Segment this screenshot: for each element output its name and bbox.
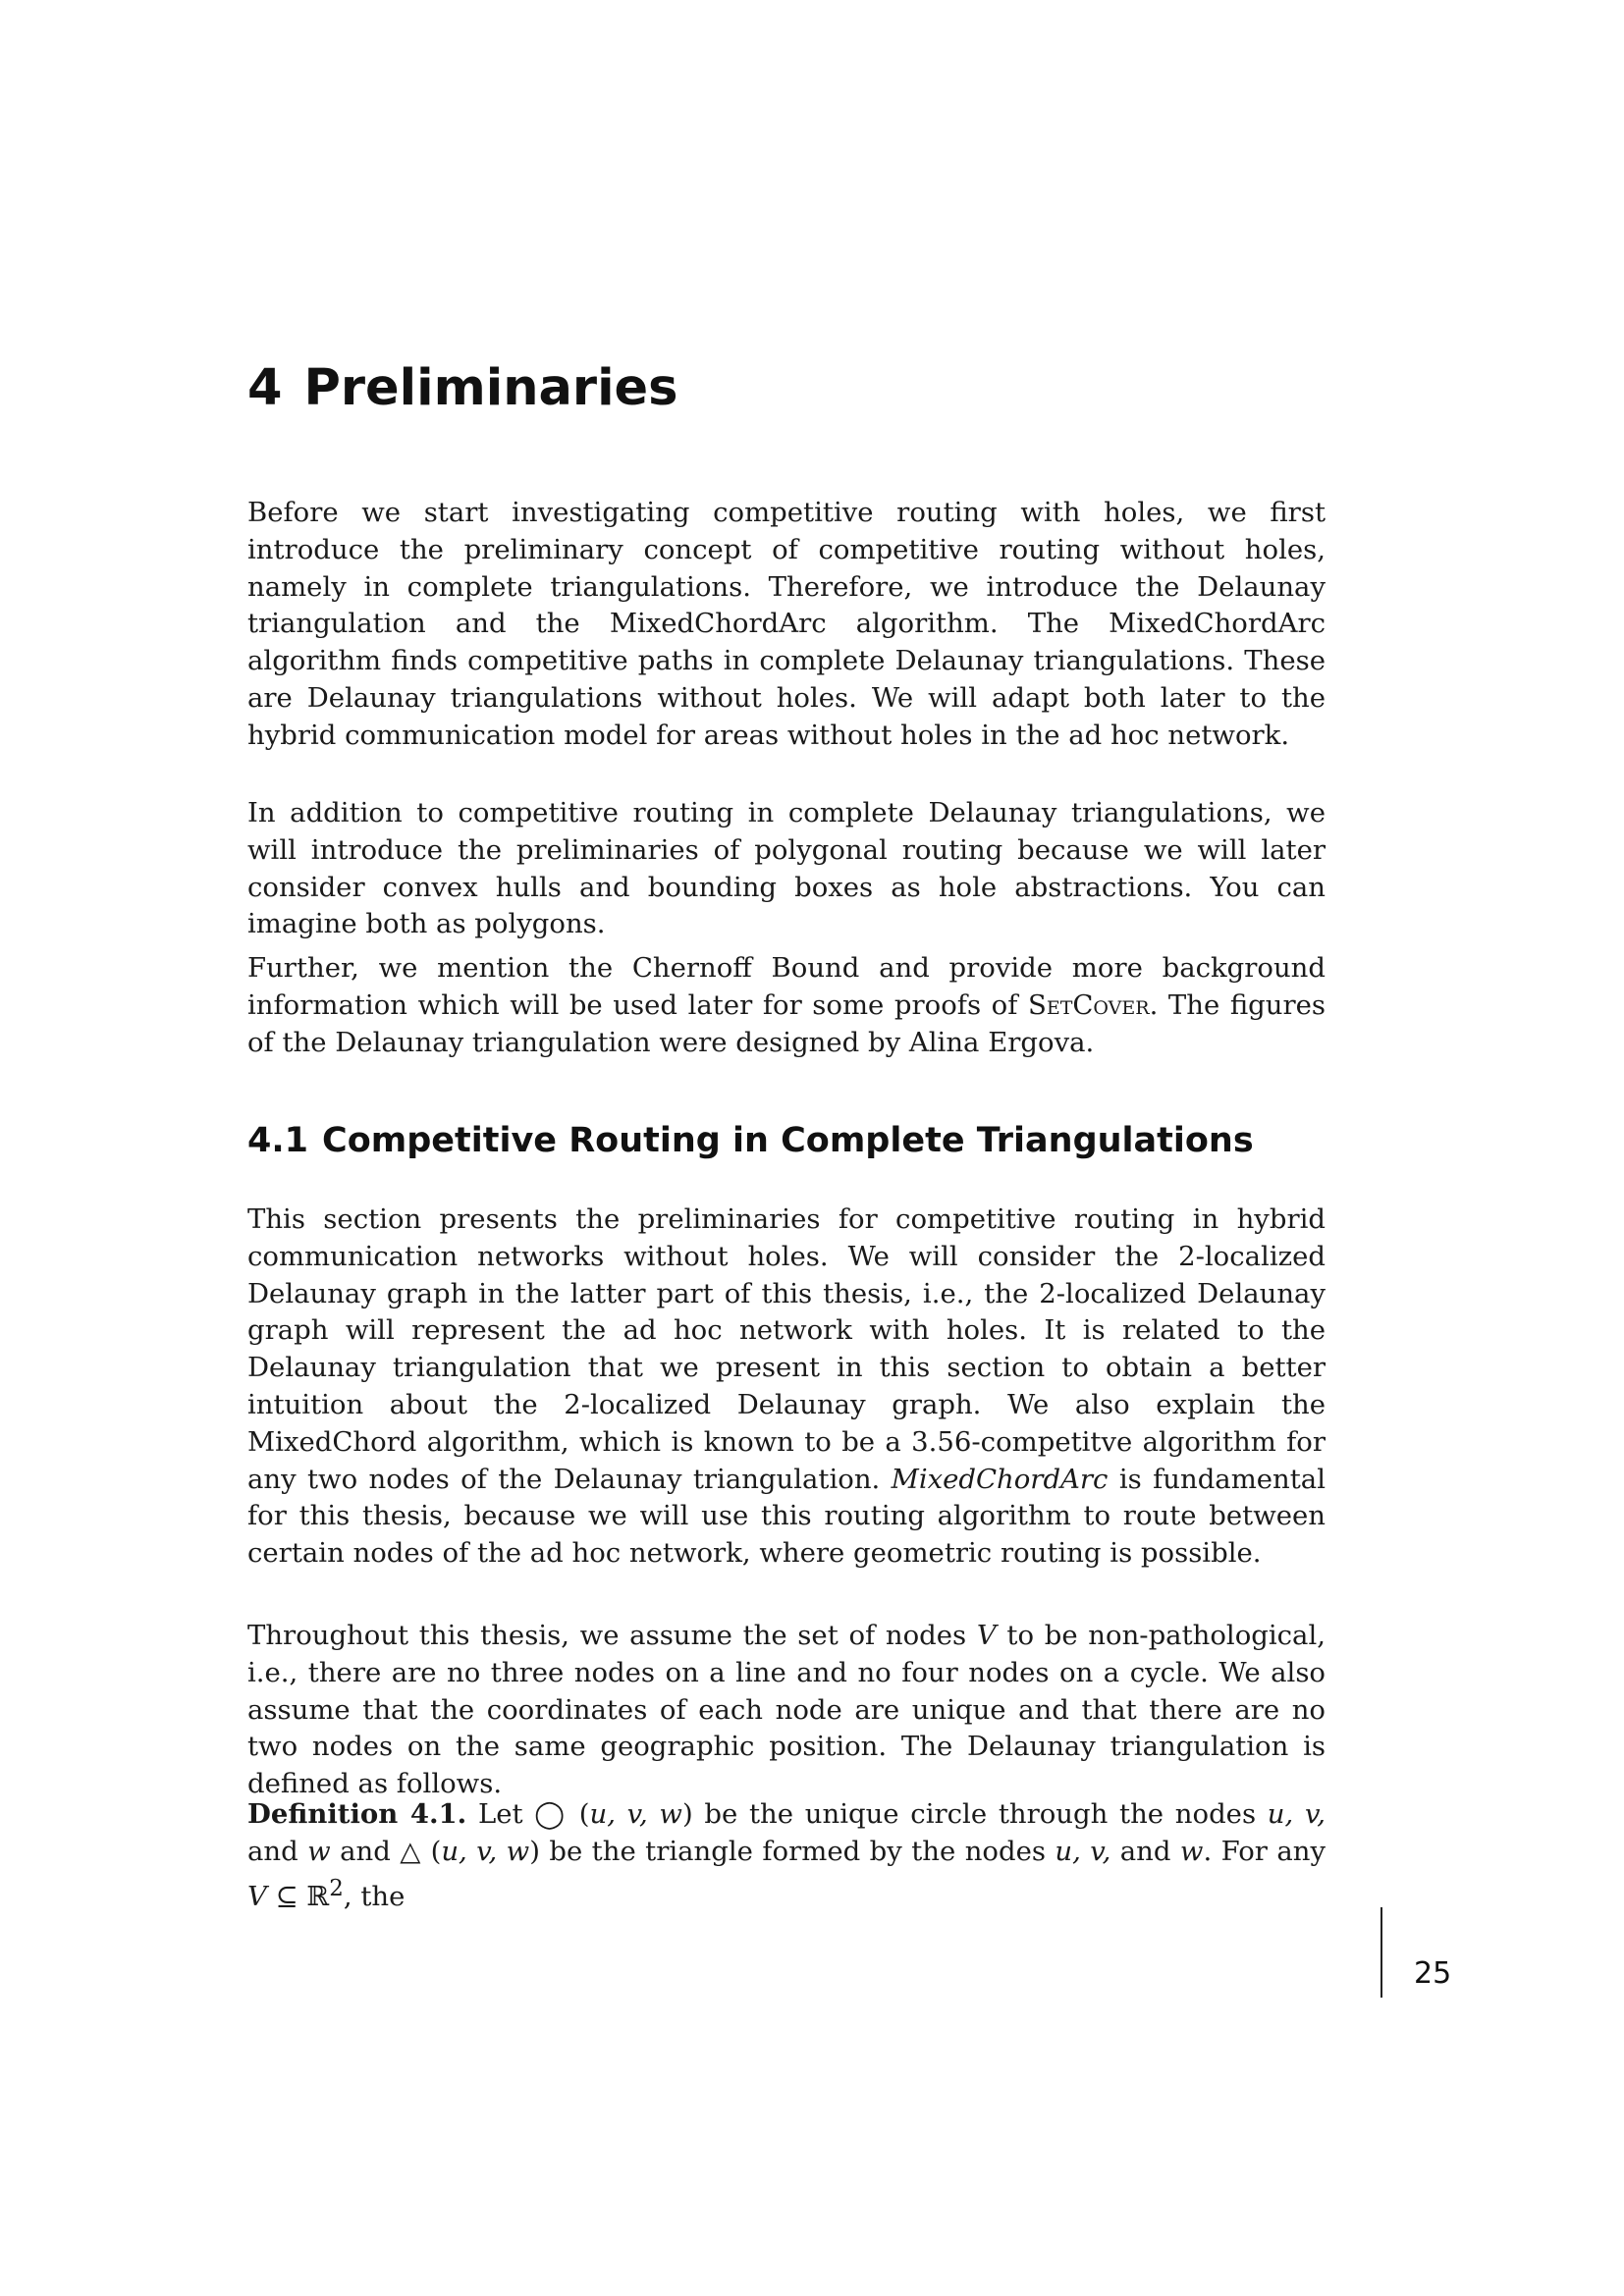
node-set-variable: V	[976, 1620, 997, 1651]
def-math: u, v,	[1055, 1835, 1111, 1867]
intro-paragraph-3	[247, 950, 1326, 1061]
p5-text-b: to be non-pathological, i.e., there are no three nodes on a line and no four nodes on a cycle. We also assume that the coordinates of each node are unique and that there are no two nodes on the same geographic position. The Delaunay triangulation is defined as follows.	[247, 1620, 1326, 1800]
def-math: w	[1179, 1835, 1204, 1867]
chapter-title	[247, 361, 678, 416]
definition-label: Definition 4.1.	[247, 1798, 467, 1830]
def-text: and △ (	[330, 1835, 442, 1867]
def-math: u, v, w	[589, 1798, 682, 1830]
intro-paragraph-1: Before we start investigating competitive routing with holes, we first introduce the preliminary concept of competitive routing without holes, namely in complete triangulations. Therefore, we introduce the Delaunay triangulation and the MixedChordArc algorithm. The MixedChordArc algorithm finds competitive paths in complete Delaunay triangulations. These are Delaunay triangulations without holes. We will adapt both later to the hybrid communication model for areas without holes in the ad hoc network.	[247, 497, 1326, 751]
def-text: ⊆ ℝ	[266, 1880, 330, 1912]
chapter-number: 4	[247, 359, 283, 417]
p5-text-a: Throughout this thesis, we assume the set of nodes	[247, 1620, 977, 1651]
def-superscript: 2	[329, 1875, 344, 1901]
definition-4-1	[247, 1796, 1326, 1916]
def-math: u, v,	[1267, 1798, 1326, 1830]
section-paragraph-2	[247, 1618, 1326, 1803]
section-title	[247, 1121, 1254, 1160]
def-math: w	[307, 1835, 331, 1867]
def-text: ) be the triangle formed by the nodes	[529, 1835, 1056, 1867]
def-text: ) be the unique circle through the nodes	[681, 1798, 1268, 1830]
intro-paragraph-2: In addition to competitive routing in complete Delaunay triangulations, we will introduce the preliminaries of polygonal routing because we will later consider convex hulls and bounding boxes as hole abstractions. You can imagine both as polygons.	[247, 797, 1326, 940]
def-text: and	[247, 1835, 308, 1867]
page-number-rule	[1380, 1907, 1382, 1998]
p3-text-a: Further, we mention the Chernoff Bound and provide more background information which will be used later for some proofs of	[247, 952, 1326, 1021]
page-number: 25	[1414, 1956, 1452, 1991]
def-text: , the	[343, 1880, 406, 1912]
def-text: and	[1110, 1835, 1180, 1867]
def-math: u, v, w	[441, 1835, 530, 1867]
def-math: V	[247, 1880, 267, 1912]
section-paragraph-1	[247, 1201, 1326, 1573]
section-number: 4.1	[247, 1121, 309, 1160]
p4-text-a: This section presents the preliminaries for competitive routing in hybrid communication networks without holes. We will consider the 2-localized Delaunay graph in the latter part of this thesis, i.e., the 2-localized Delaunay graph will represent the ad hoc network with holes. It is related to the Delaunay triangulation that we present in this section to obtain a better intuition about the 2-localized Delaunay graph. We also explain the MixedChord algorithm, which is known to be a 3.56-competitve algorithm for any two nodes of the Delaunay triangulation.	[247, 1203, 1326, 1495]
p4-text-b: is fundamental for this thesis, because we will use this routing algorithm to route between certain nodes of the ad hoc network, where geometric routing is possible.	[247, 1463, 1326, 1570]
def-text: Let ◯ (	[466, 1798, 590, 1830]
p3-text-b: . The figures of the Delaunay triangulation were designed by Alina Ergova.	[247, 988, 1326, 1058]
mixedchordarc-term: MixedChordArc	[891, 1463, 1109, 1495]
section-title-text: Competitive Routing in Complete Triangulations	[322, 1121, 1254, 1160]
setcover-term: SetCover	[1028, 988, 1150, 1021]
chapter-title-text: Preliminaries	[303, 359, 678, 417]
def-text: . For any	[1203, 1835, 1326, 1867]
